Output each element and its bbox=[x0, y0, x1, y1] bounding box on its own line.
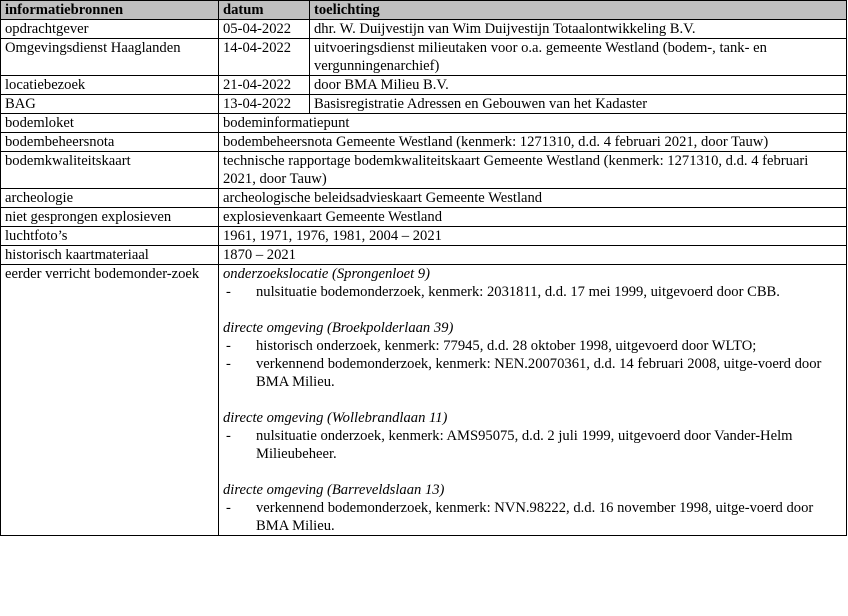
header-informatiebronnen: informatiebronnen bbox=[1, 1, 219, 20]
previous-research-cell bbox=[219, 265, 847, 536]
table-row bbox=[1, 133, 847, 152]
table-row bbox=[1, 20, 847, 39]
research-section bbox=[223, 481, 844, 535]
source-cell: luchtfoto’s bbox=[1, 227, 219, 246]
source-cell: bodemkwaliteitskaart bbox=[1, 152, 219, 189]
research-list bbox=[223, 499, 844, 535]
table-row bbox=[1, 189, 847, 208]
source-cell: bodemloket bbox=[1, 114, 219, 133]
research-item: - nulsituatie onderzoek, kenmerk: AMS95075, d.d. 2 juli 1999, uitgevoerd door Vander-Helm Milieubeheer. bbox=[223, 427, 844, 463]
research-list bbox=[223, 283, 844, 301]
date-cell: 14-04-2022 bbox=[219, 39, 310, 76]
date-cell: 13-04-2022 bbox=[219, 95, 310, 114]
source-cell: BAG bbox=[1, 95, 219, 114]
note-cell: dhr. W. Duijvestijn van Wim Duijvestijn Totaalontwikkeling B.V. bbox=[310, 20, 847, 39]
table-row bbox=[1, 39, 847, 76]
note-cell: door BMA Milieu B.V. bbox=[310, 76, 847, 95]
research-section bbox=[223, 409, 844, 463]
source-cell: niet gesprongen explosieven bbox=[1, 208, 219, 227]
source-cell: bodembeheersnota bbox=[1, 133, 219, 152]
research-section-title: directe omgeving (Broekpolderlaan 39) bbox=[223, 320, 454, 336]
research-section-title: directe omgeving (Barreveldslaan 13) bbox=[223, 482, 445, 498]
table-row bbox=[1, 152, 847, 189]
table-row bbox=[1, 208, 847, 227]
research-section-title: onderzoekslocatie (Sprongenloet 9) bbox=[223, 266, 430, 282]
research-item: - nulsituatie bodemonderzoek, kenmerk: 2031811, d.d. 17 mei 1999, uitgevoerd door CBB. bbox=[223, 283, 844, 301]
table-row bbox=[1, 95, 847, 114]
research-list bbox=[223, 337, 844, 391]
research-item: - verkennend bodemonderzoek, kenmerk: NVN.98222, d.d. 16 november 1998, uitge-voerd door BMA Milieu. bbox=[223, 499, 844, 535]
source-cell: archeologie bbox=[1, 189, 219, 208]
note-cell: bodeminformatiepunt bbox=[219, 114, 847, 133]
date-cell: 21-04-2022 bbox=[219, 76, 310, 95]
table-row-previous-research bbox=[1, 265, 847, 536]
header-datum: datum bbox=[219, 1, 310, 20]
research-section bbox=[223, 319, 844, 391]
table-header-row bbox=[1, 1, 847, 20]
table-row bbox=[1, 114, 847, 133]
source-cell: locatiebezoek bbox=[1, 76, 219, 95]
note-cell: archeologische beleidsadvieskaart Gemeente Westland bbox=[219, 189, 847, 208]
table-row bbox=[1, 246, 847, 265]
note-cell: uitvoeringsdienst milieutaken voor o.a. gemeente Westland (bodem-, tank- en vergunningenarchief) bbox=[310, 39, 847, 76]
note-cell: 1870 – 2021 bbox=[219, 246, 847, 265]
note-cell: Basisregistratie Adressen en Gebouwen van het Kadaster bbox=[310, 95, 847, 114]
source-cell: Omgevingsdienst Haaglanden bbox=[1, 39, 219, 76]
research-item: - historisch onderzoek, kenmerk: 77945, d.d. 28 oktober 1998, uitgevoerd door WLTO; bbox=[223, 337, 844, 355]
header-toelichting: toelichting bbox=[310, 1, 847, 20]
table-row bbox=[1, 76, 847, 95]
source-cell: historisch kaartmateriaal bbox=[1, 246, 219, 265]
note-cell: technische rapportage bodemkwaliteitskaart Gemeente Westland (kenmerk: 1271310, d.d. 4 februari 2021, door Tauw) bbox=[219, 152, 847, 189]
note-cell: 1961, 1971, 1976, 1981, 2004 – 2021 bbox=[219, 227, 847, 246]
note-cell: bodembeheersnota Gemeente Westland (kenmerk: 1271310, d.d. 4 februari 2021, door Tauw) bbox=[219, 133, 847, 152]
research-item: - verkennend bodemonderzoek, kenmerk: NEN.20070361, d.d. 14 februari 2008, uitge-voerd door BMA Milieu. bbox=[223, 355, 844, 391]
research-section-title: directe omgeving (Wollebrandlaan 11) bbox=[223, 410, 448, 426]
date-cell: 05-04-2022 bbox=[219, 20, 310, 39]
table-row bbox=[1, 227, 847, 246]
source-cell: eerder verricht bodemonder-zoek bbox=[1, 265, 219, 536]
research-list bbox=[223, 427, 844, 463]
research-section bbox=[223, 265, 844, 301]
source-cell: opdrachtgever bbox=[1, 20, 219, 39]
note-cell: explosievenkaart Gemeente Westland bbox=[219, 208, 847, 227]
